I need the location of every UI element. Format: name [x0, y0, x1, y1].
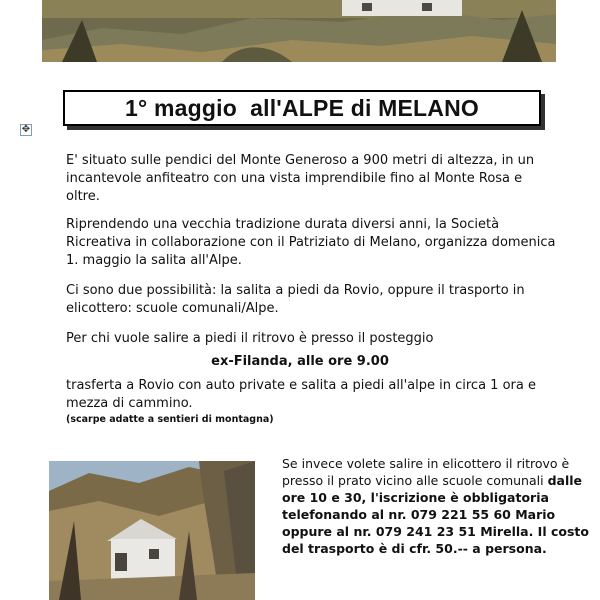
transfer-paragraph: trasferta a Rovio con auto private e salita a piedi all'alpe in circa 1 ora e mezza di cammino.	[66, 378, 536, 411]
move-handle-icon[interactable]: ✥	[21, 124, 31, 135]
hut-photo	[49, 461, 255, 600]
top-landscape-photo	[42, 0, 556, 62]
tradition-paragraph: Riprendendo una vecchia tradizione durata diversi anni, la Società Ricreativa in collaborazione con il Patriziato di Melano, organizza domenica 1. maggio la salita all'Alpe.	[66, 217, 556, 268]
shoes-note: (scarpe adatte a sentieri di montagna)	[66, 414, 274, 425]
options-paragraph: Ci sono due possibilità: la salita a piedi da Rovio, oppure il trasporto in elicottero: scuole comunali/Alpe.	[66, 283, 525, 316]
intro-paragraph: E' situato sulle pendici del Monte Generoso a 900 metri di altezza, in un incantevole anfiteatro con una vista imprendibile fino al Monte Rosa e oltre.	[66, 153, 535, 204]
helicopter-details: dalle ore 10 e 30, l'iscrizione è obbligatoria telefonando al nr. 079 221 55 60 Mario oppure al nr. 079 241 23 51 Mirella. Il costo del trasporto è di cfr. 50.-- a persona.	[282, 473, 589, 556]
page-title: 1° maggio all'ALPE di MELANO	[124, 94, 479, 121]
helicopter-paragraph	[282, 455, 592, 557]
title-box	[63, 90, 541, 126]
helicopter-intro: Se invece volete salire in elicottero il ritrovo è presso il prato vicino alle scuole comunali	[282, 456, 570, 488]
meeting-point: ex-Filanda, alle ore 9.00	[211, 354, 389, 369]
walk-paragraph: Per chi vuole salire a piedi il ritrovo è presso il posteggio	[66, 331, 434, 346]
